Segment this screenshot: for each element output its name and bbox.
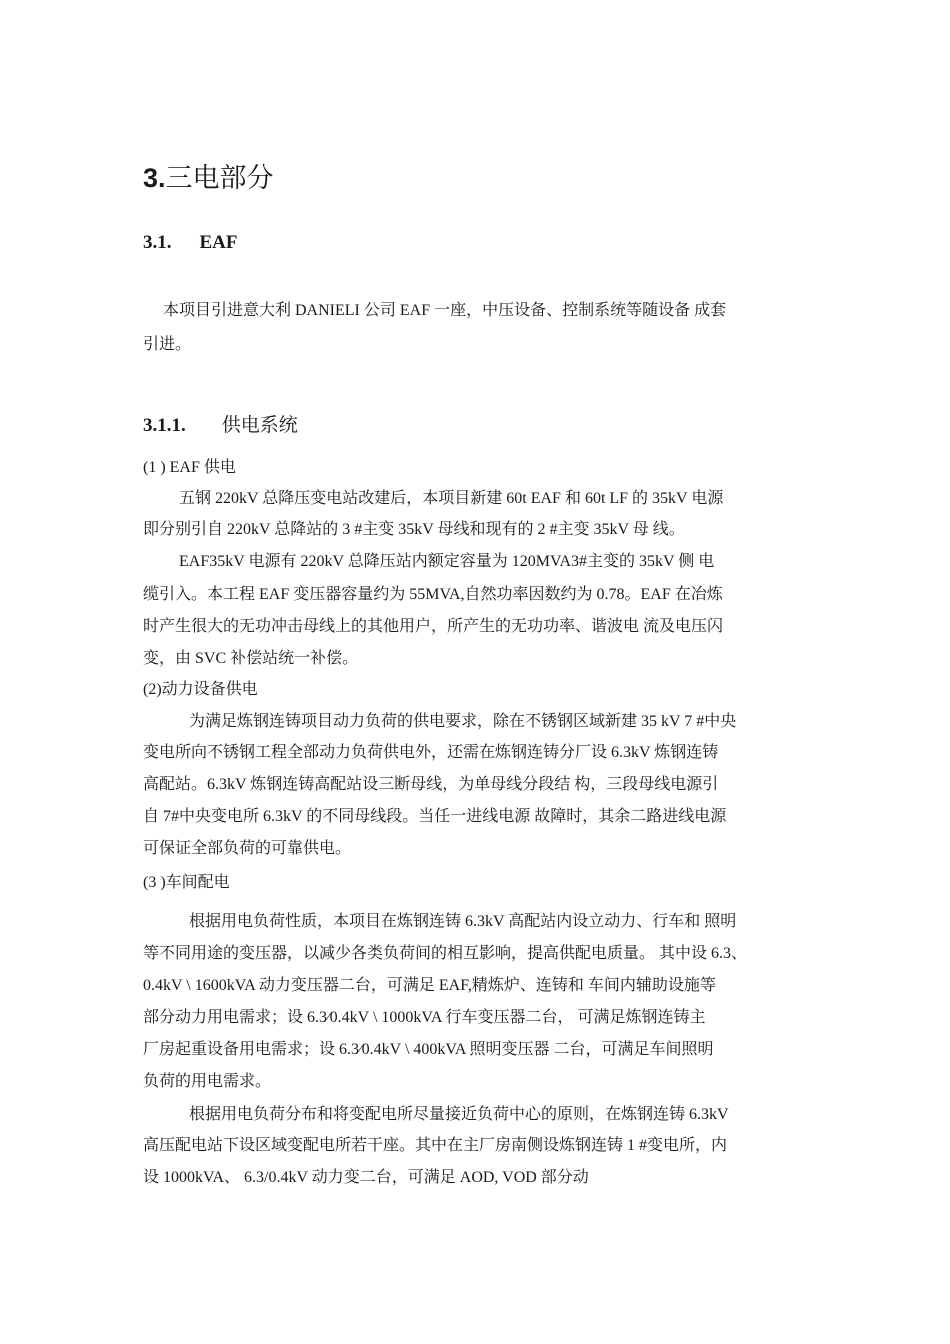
paragraph-line: 高配站。6.3kV 炼钢连铸高配站设三断母线，为单母线分段结 构，三段母线电源引 bbox=[143, 776, 719, 793]
paragraph-line: 根据用电负荷性质，本项目在炼钢连铸 6.3kV 高配站内设立动力、行车和 照明 bbox=[189, 913, 737, 930]
paragraph-line: 负荷的用电需求。 bbox=[143, 1073, 272, 1090]
section-number: 3. bbox=[143, 163, 166, 193]
paragraph-line: 设 1000kVA、 6.3/0.4kV 动力变二台，可满足 AOD, VOD 部分动 bbox=[143, 1169, 589, 1186]
intro-line: 引进。 bbox=[143, 336, 192, 353]
paragraph-line: 五钢 220kV 总降压变电站改建后，本项目新建 60t EAF 和 60t LF 的 35kV 电源 bbox=[179, 490, 724, 507]
paragraph-line: 变，由 SVC 补偿站统一补偿。 bbox=[143, 650, 359, 667]
section-heading-3 bbox=[143, 160, 274, 196]
section-title: 三电部分 bbox=[165, 163, 274, 193]
paragraph-line: 时产生很大的无功冲击母线上的其他用户，所产生的无功功率、谐波电 流及电压闪 bbox=[143, 618, 724, 635]
paragraph-line: EAF35kV 电源有 220kV 总降压站内额定容量为 120MVA3#主变的 35kV 侧 电 bbox=[179, 553, 715, 570]
paragraph-line: 即分别引自 220kV 总降站的 3 #主变 35kV 母线和现有的 2 #主变 35kV 母 线。 bbox=[143, 521, 685, 538]
paragraph-line: 自 7#中央变电所 6.3kV 的不同母线段。当任一进线电源 故障时，其余二路进线电源 bbox=[143, 808, 727, 825]
item-heading: (3 )车间配电 bbox=[143, 874, 230, 891]
paragraph-line: 变电所向不锈钢工程全部动力负荷供电外，还需在炼钢连铸分厂设 6.3kV 炼钢连铸 bbox=[143, 744, 719, 761]
item-heading: (1 ) EAF 供电 bbox=[143, 459, 236, 476]
intro-line: 本项目引进意大利 DANIELI 公司 EAF 一座，中压设备、控制系统等随设备 成套 bbox=[163, 302, 727, 319]
paragraph-line: 部分动力用电需求；设 6.3⁄0.4kV \ 1000kVA 行车变压器二台， 可满足炼钢连铸主 bbox=[143, 1009, 706, 1026]
subsection-title: EAF bbox=[199, 232, 238, 253]
paragraph-line: 厂房起重设备用电需求；设 6.3⁄0.4kV \ 400kVA 照明变压器 二台，可满足车间照明 bbox=[143, 1041, 714, 1058]
paragraph-line: 等不同用途的变压器，以减少各类负荷间的相互影响，提高供配电质量。 其中设 6.3、 bbox=[143, 945, 748, 962]
paragraph-line: 0.4kV \ 1600kVA 动力变压器二台，可满足 EAF,精炼炉、连铸和 车间内辅助设施等 bbox=[143, 977, 716, 994]
paragraph-line: 为满足炼钢连铸项目动力负荷的供电要求，除在不锈钢区域新建 35 kV 7 #中央 bbox=[189, 713, 737, 730]
subsubsection-number: 3.1.1. bbox=[143, 415, 186, 436]
paragraph-line: 可保证全部负荷的可靠供电。 bbox=[143, 840, 352, 857]
paragraph-line: 高压配电站下设区域变配电所若干座。其中在主厂房南侧设炼钢连铸 1 #变电所，内 bbox=[143, 1137, 728, 1154]
subsection-heading-3-1 bbox=[143, 230, 238, 256]
item-heading: (2)动力设备供电 bbox=[143, 681, 258, 698]
subsubsection-heading-3-1-1 bbox=[143, 413, 298, 439]
subsubsection-title: 供电系统 bbox=[221, 415, 298, 436]
subsection-number: 3.1. bbox=[143, 232, 172, 253]
paragraph-line: 缆引入。本工程 EAF 变压器容量约为 55MVA,自然功率因数约为 0.78。EAF 在冶炼 bbox=[143, 586, 723, 603]
paragraph-line: 根据用电负荷分布和将变配电所尽量接近负荷中心的原则，在炼钢连铸 6.3kV bbox=[189, 1106, 729, 1123]
